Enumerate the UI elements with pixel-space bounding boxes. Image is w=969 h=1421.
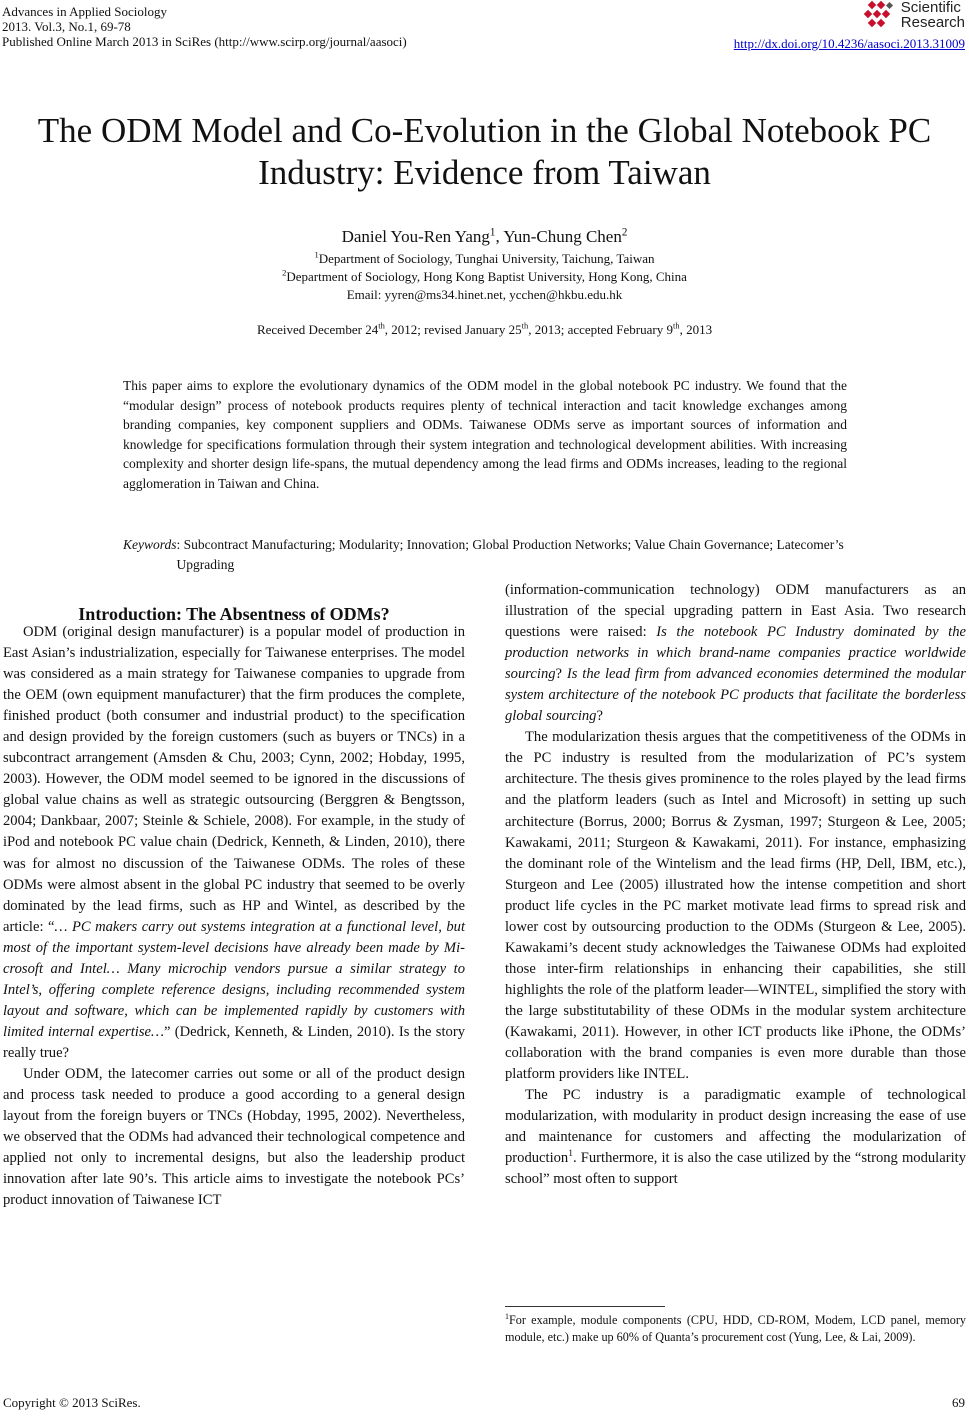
- research-question-2: Is the lead firm from advanced economies determined the modular system architecture of the notebook PC products that facilitate the borderless global sourcing: [505, 666, 966, 725]
- paragraph-text: ?: [555, 666, 567, 683]
- author-1: Daniel You-Ren Yang: [341, 227, 490, 246]
- paragraph-text: ?: [596, 708, 603, 725]
- quoted-text: … PC makers carry out systems integration at a functional level, but most of the important system-level decisions have already been made by Microsoft and Intel… Many microchip vendors pursue a similar strategy to Intel’s, offering complete reference designs, including recommended system layout and software, which can be implemented rapidly by customers with limited internal expertise…: [3, 918, 466, 1040]
- publisher-logo: [863, 0, 965, 30]
- doi-link[interactable]: http://dx.doi.org/10.4236/aasoci.2013.31009: [733, 36, 965, 51]
- author-email: Email: yyren@ms34.hinet.net, ycchen@hkbu.edu.hk: [346, 287, 623, 302]
- received-part-1: Received December 24: [256, 322, 379, 337]
- copyright: Copyright © 2013 SciRes.: [3, 1395, 141, 1410]
- paragraph-text: . Furthermore, it is also the case utilized by the “strong modularity school” most often to support: [505, 1150, 966, 1188]
- logo-text-line1: Scientific: [900, 0, 961, 16]
- title-line-2: Industry: Evidence from Taiwan: [258, 153, 711, 192]
- authors: [0, 227, 969, 247]
- logo-text-line2: Research: [900, 14, 965, 31]
- received-sup-1: th: [378, 320, 385, 331]
- journal-published: Published Online March 2013 in SciRes (http://www.scirp.org/journal/aasoci): [2, 34, 407, 49]
- affiliation-1-mark: 1: [314, 249, 319, 260]
- paragraph-text: ODM (original design manufacturer) is a popular model of production in East Asian’s industrialization, especially for Taiwanese enterprises. The model was considered as a main strategy for Taiwanese companies to upgrade from the OEM (own equipment manufacturer) that the firm produces the complete, finished product (both consumer and industrial product) to the specification and design provided by the foreign customers (such as buyers or TNCs) in a subcontract arrangement (Amsden & Chu, 2003; Cynn, 2002; Hobday, 1995, 2003). However, the ODM model seemed to be ignored in the discussions of global value chains as well as strategic outsourcing (Berggren & Bengtsson, 2004; Dankbaar, 2007; Steinle & Schiele, 2008). For example, in the study of iPod and notebook PC value chain (Dedrick, Kenneth, & Linden, 2010), there was for almost no discussion of the Taiwanese ODMs. The roles of these ODMs were almost absent in the global PC industry that seemed to be overly dominated by the lead firms, such as HP and Wintel, as described by the article: “: [3, 624, 465, 935]
- received-part-3: , 2013; accepted February 9: [528, 322, 673, 337]
- author-2: Yun-Chung Chen: [503, 227, 622, 246]
- affiliation-1-text: Department of Sociology, Tunghai University, Taichung, Taiwan: [318, 251, 655, 266]
- page-number: 69: [952, 1395, 965, 1410]
- footnote-ref[interactable]: 1: [568, 1149, 573, 1160]
- abstract: This paper aims to explore the evolutionary dynamics of the ODM model in the global notebook PC industry. We found that the “modular design” process of notebook products requires plenty of technical interaction and tacit knowledge exchanges among branding companies, key component suppliers and ODMs. Taiwanese ODMs serve as important sources of information and knowledge for specifications formulation through their system integration and technological development abilities. With increasing complexity and shorter design life-spans, the mutual dependency among the lead firms and ODMs increases, leading to the regional agglomeration in Taiwan and China.: [123, 378, 847, 491]
- keywords-text: : Subcontract Manufacturing; Modularity; Innovation; Global Production Networks; Value Chain Governance; Latecomer’s Upgrading: [176, 537, 844, 572]
- journal-name: Advances in Applied Sociology: [2, 4, 168, 19]
- paper-title: [0, 110, 969, 194]
- keywords-label: Keywords: [123, 537, 177, 552]
- author-separator: ,: [495, 227, 504, 246]
- paragraph-text: The PC industry is a paradigmatic example of technological modularization, with modularity in product design increasing the ease of use and maintenance for customers and affecting the modularization of production: [505, 1087, 966, 1167]
- received-sup-2: th: [521, 320, 529, 331]
- scientific-research-logo-icon: [863, 0, 897, 30]
- paragraph: Under ODM, the latecomer carries out some or all of the product design and process task needed to produce a good according to a general design layout from the foreign buyers or TNCs (Hobday, 1995, 2002). Nevertheless, we observed that the ODMs had advanced their technological competence and applied not only to incremental designs, but also the leadership product innovation after late 90’s. This article aims to investigate the notebook PCs’ product innovation of Taiwanese ICT: [3, 1065, 465, 1209]
- received-part-2: , 2012; revised January 25: [384, 322, 522, 337]
- footnote-text: For example, module components (CPU, HDD, CD-ROM, Modem, LCD panel, memory module, etc.) make up 60% of Quanta’s procurement cost (Yung, Lee, & Lai, 2009).: [505, 1313, 966, 1344]
- paragraph: [505, 580, 966, 727]
- paragraph: [3, 622, 465, 1064]
- keywords: [123, 535, 847, 574]
- research-question-1: Is the notebook PC Industry dominated by the production networks in which brand-name companies practice worldwide sourcing: [505, 624, 966, 683]
- journal-volume: 2013. Vol.3, No.1, 69-78: [2, 19, 131, 34]
- paragraph-text: ” (Dedrick, Kenneth, & Linden, 2010). Is the story really true?: [3, 1023, 465, 1061]
- journal-header: [2, 4, 407, 49]
- author-1-affil: 1: [489, 226, 496, 239]
- paragraph: The modularization thesis argues that the competitiveness of the ODMs in the PC industry is resulted from the modularization of PC’s system architecture. The thesis gives prominence to the roles played by the lead firms and the platform leaders (such as Intel and Microsoft) in setting up such architecture (Borrus, 2000; Borrus & Zysman, 1997; Sturgeon & Lee, 2005; Kawakami, 2011; Sturgeon & Kawakami, 2011). For instance, emphasizing the dominant role of the Wintelism and the lead firms (HP, Dell, IBM, etc.), Sturgeon and Lee (2005) illustrated how the intense competition and short product life cycles in the PC market motivate lead firms to spread risk and lower cost by outsourcing production to the ODMs (Sturgeon & Lee, 2005). Kawakami’s decent study acknowledges the Taiwanese ODMs had exploited those inter-firm relationships in enhancing their capabilities, she still highlights the role of the platform leader—WINTEL, simplified the story with the large substitutability of these ODMs in the modular system architecture (Kawakami, 2011). However, in other ICT products like iPhone, the ODMs’ collaboration with the brand companies is even more durable than those platform providers like INTEL.: [505, 729, 966, 1083]
- section-title: Introduction: The Absentness of ODMs?: [78, 604, 390, 624]
- column-left: [3, 622, 465, 1211]
- footnote-divider: [505, 1306, 665, 1307]
- paragraph-text: (information-communication technology) ODM manufacturers as an illustration of the special upgrading pattern in East Asia. Two research questions were raised:: [505, 582, 966, 641]
- author-2-affil: 2: [621, 226, 628, 239]
- affiliation-2-text: Department of Sociology, Hong Kong Baptist University, Hong Kong, China: [286, 269, 687, 284]
- received-sup-3: th: [672, 320, 680, 331]
- received-part-4: , 2013: [679, 322, 713, 337]
- title-line-1: The ODM Model and Co-Evolution in the Global Notebook PC: [37, 111, 932, 150]
- affiliation-2-mark: 2: [282, 267, 287, 278]
- footnote-mark: 1: [505, 1311, 509, 1321]
- column-right: [505, 580, 966, 1190]
- affiliation-1: [0, 251, 969, 267]
- received-dates: [0, 322, 969, 338]
- paragraph: [505, 1085, 966, 1190]
- footnote: [505, 1312, 966, 1346]
- affiliation-2: [0, 269, 969, 285]
